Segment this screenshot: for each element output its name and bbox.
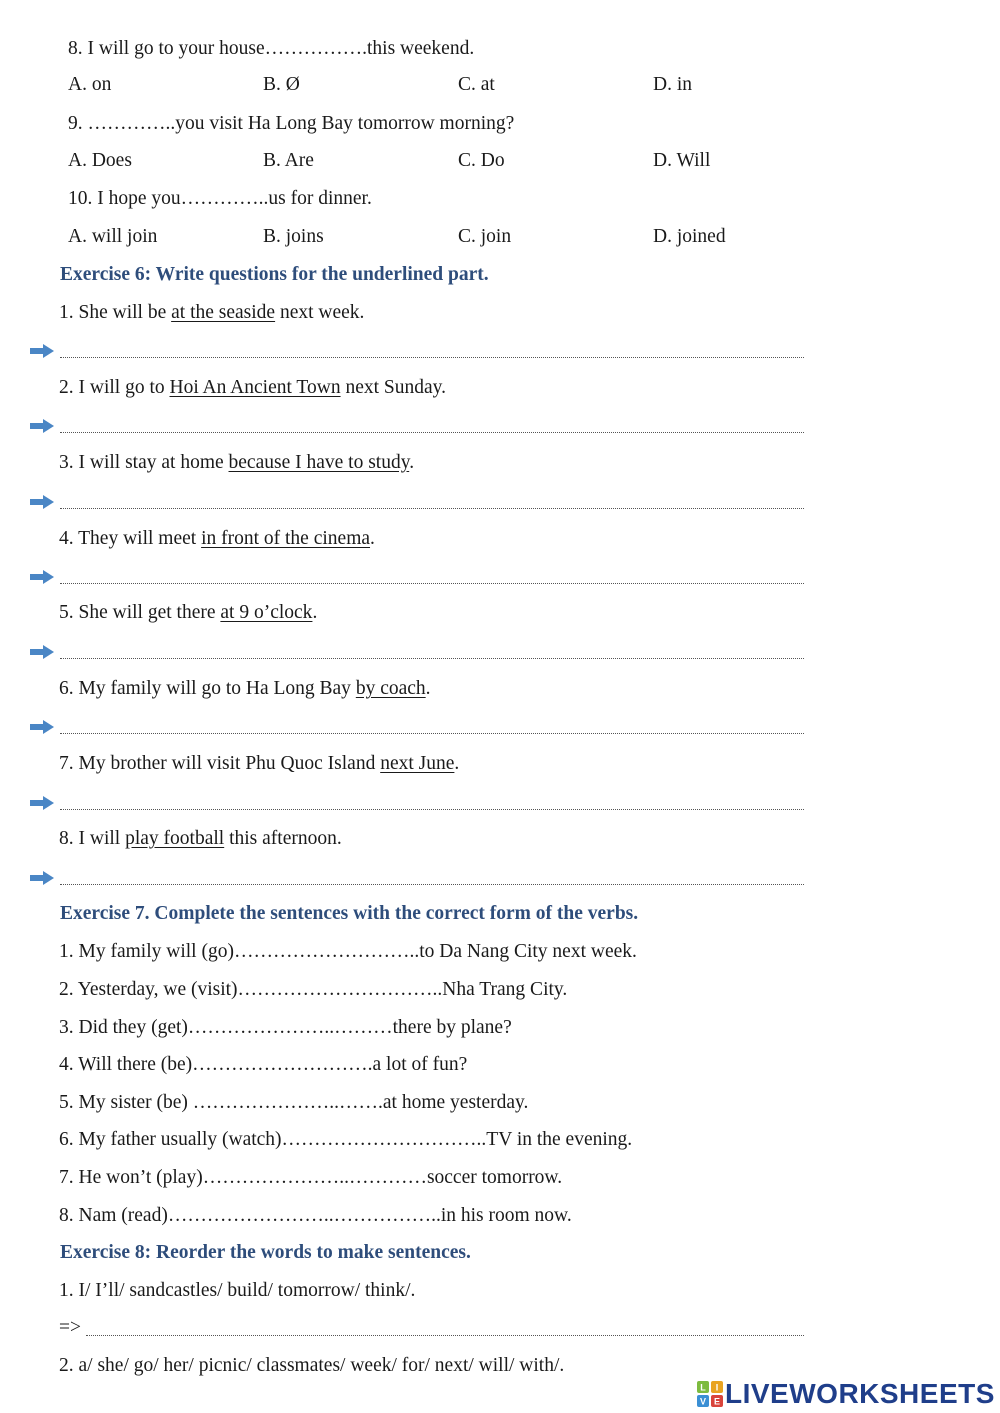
logo-letter: V: [699, 1396, 707, 1407]
exercise-6-question: [59, 376, 446, 400]
answer-dotted-line[interactable]: [60, 733, 804, 734]
option-d[interactable]: D. in: [653, 74, 692, 95]
answer-line[interactable]: [0, 1317, 820, 1341]
exercise-8-item: 1. I/ I’ll/ sandcastles/ build/ tomorrow/ think/.: [59, 1280, 416, 1301]
question-8: 8. I will go to your house…………….this weekend.: [68, 38, 475, 59]
question-text: 6. My family will go to Ha Long Bay: [59, 678, 356, 699]
question-text: next week.: [275, 302, 365, 323]
arrow-right-icon: [30, 871, 54, 885]
option-c[interactable]: C. at: [458, 74, 495, 95]
exercise-7-item: 6. My father usually (watch)…………………………..TV in the evening.: [59, 1129, 633, 1150]
exercise-7-heading: Exercise 7. Complete the sentences with the correct form of the verbs.: [60, 903, 639, 924]
option-c[interactable]: C. join: [458, 226, 512, 247]
answer-line[interactable]: [0, 490, 820, 514]
exercise-7-item: 2. Yesterday, we (visit)…………………………..Nha Trang City.: [59, 979, 568, 1000]
arrow-right-icon: [30, 570, 54, 584]
arrow-right-icon: [30, 419, 54, 433]
question-text: .: [425, 678, 431, 699]
exercise-7-item: 5. My sister (be) …………………..…….at home yesterday.: [59, 1092, 529, 1113]
arrow-right-icon: [30, 796, 54, 810]
answer-line[interactable]: [0, 791, 820, 815]
exercise-6-question: [59, 451, 414, 475]
exercise-6-question: [59, 677, 431, 701]
answer-line[interactable]: [0, 414, 820, 438]
liveworksheets-logo-icon: [697, 1381, 723, 1407]
exercise-6-question: [59, 301, 364, 325]
question-text: 1. She will be: [59, 302, 172, 323]
question-text: 3. I will stay at home: [59, 452, 229, 473]
logo-letter: E: [713, 1396, 721, 1407]
exercise-7-item: 3. Did they (get)…………………..………there by plane?: [59, 1017, 512, 1038]
question-9: 9. …………..you visit Ha Long Bay tomorrow morning?: [68, 113, 515, 134]
answer-dotted-line[interactable]: [86, 1335, 804, 1336]
exercise-8-item: 2. a/ she/ go/ her/ picnic/ classmates/ week/ for/ next/ will/ with/.: [59, 1355, 565, 1376]
logo-text: LIVEWORKSHEETS: [725, 1378, 995, 1409]
arrow-right-icon: [30, 344, 54, 358]
answer-line[interactable]: [0, 715, 820, 739]
answer-dotted-line[interactable]: [60, 884, 804, 885]
exercise-8-heading: Exercise 8: Reorder the words to make sentences.: [60, 1242, 471, 1263]
option-a[interactable]: A. on: [68, 74, 112, 95]
question-text: 8. I will: [59, 828, 126, 849]
question-10: 10. I hope you…………..us for dinner.: [68, 188, 372, 209]
question-text: this afternoon.: [224, 828, 342, 849]
underlined-part: next June: [380, 753, 455, 774]
question-text: 5. She will get there: [59, 602, 221, 623]
answer-dotted-line[interactable]: [60, 357, 804, 358]
underlined-part: Hoi An Ancient Town: [169, 377, 341, 398]
underlined-part: at 9 o’clock: [220, 602, 313, 623]
exercise-7-item: 1. My family will (go)………………………..to Da Nang City next week.: [59, 941, 637, 962]
question-text: .: [312, 602, 318, 623]
answer-line[interactable]: [0, 640, 820, 664]
option-c[interactable]: C. Do: [458, 150, 505, 171]
exercise-6-question: [59, 752, 459, 776]
question-text: 2. I will go to: [59, 377, 170, 398]
option-b[interactable]: B. joins: [263, 226, 324, 247]
question-text: .: [409, 452, 415, 473]
answer-line[interactable]: [0, 866, 820, 890]
answer-dotted-line[interactable]: [60, 583, 804, 584]
answer-dotted-line[interactable]: [60, 432, 804, 433]
option-d[interactable]: D. joined: [653, 226, 726, 247]
logo-letter: L: [700, 1382, 706, 1393]
answer-dotted-line[interactable]: [60, 508, 804, 509]
question-text: 7. My brother will visit Phu Quoc Island: [59, 753, 381, 774]
answer-line[interactable]: [0, 565, 820, 589]
option-a[interactable]: A. will join: [68, 226, 158, 247]
underlined-part: because I have to study: [228, 452, 410, 473]
exercise-7-item: 4. Will there (be)……………………….a lot of fun?: [59, 1054, 468, 1075]
option-d[interactable]: D. Will: [653, 150, 711, 171]
exercise-6-question: [59, 527, 375, 551]
answer-prefix: =>: [59, 1317, 81, 1338]
option-a[interactable]: A. Does: [68, 150, 132, 171]
underlined-part: in front of the cinema: [201, 528, 371, 549]
underlined-part: play football: [125, 828, 225, 849]
exercise-7-item: 7. He won’t (play)…………………..…………soccer tomorrow.: [59, 1167, 563, 1188]
arrow-right-icon: [30, 645, 54, 659]
question-text: .: [454, 753, 460, 774]
option-b[interactable]: B. Ø: [263, 74, 300, 95]
exercise-7-item: 8. Nam (read)……………………..……………..in his room now.: [59, 1205, 572, 1226]
exercise-6-question: [59, 827, 342, 851]
logo-letter: I: [715, 1382, 719, 1393]
question-text: 4. They will meet: [59, 528, 202, 549]
answer-line[interactable]: [0, 339, 820, 363]
arrow-right-icon: [30, 720, 54, 734]
exercise-6-heading: Exercise 6: Write questions for the underlined part.: [60, 264, 489, 285]
underlined-part: at the seaside: [171, 302, 276, 323]
answer-dotted-line[interactable]: [60, 809, 804, 810]
answer-dotted-line[interactable]: [60, 658, 804, 659]
arrow-right-icon: [30, 495, 54, 509]
underlined-part: by coach: [355, 678, 426, 699]
question-text: next Sunday.: [340, 377, 447, 398]
exercise-6-question: [59, 601, 317, 625]
liveworksheets-logo: [697, 1377, 995, 1411]
option-b[interactable]: B. Are: [263, 150, 314, 171]
question-text: .: [370, 528, 375, 549]
